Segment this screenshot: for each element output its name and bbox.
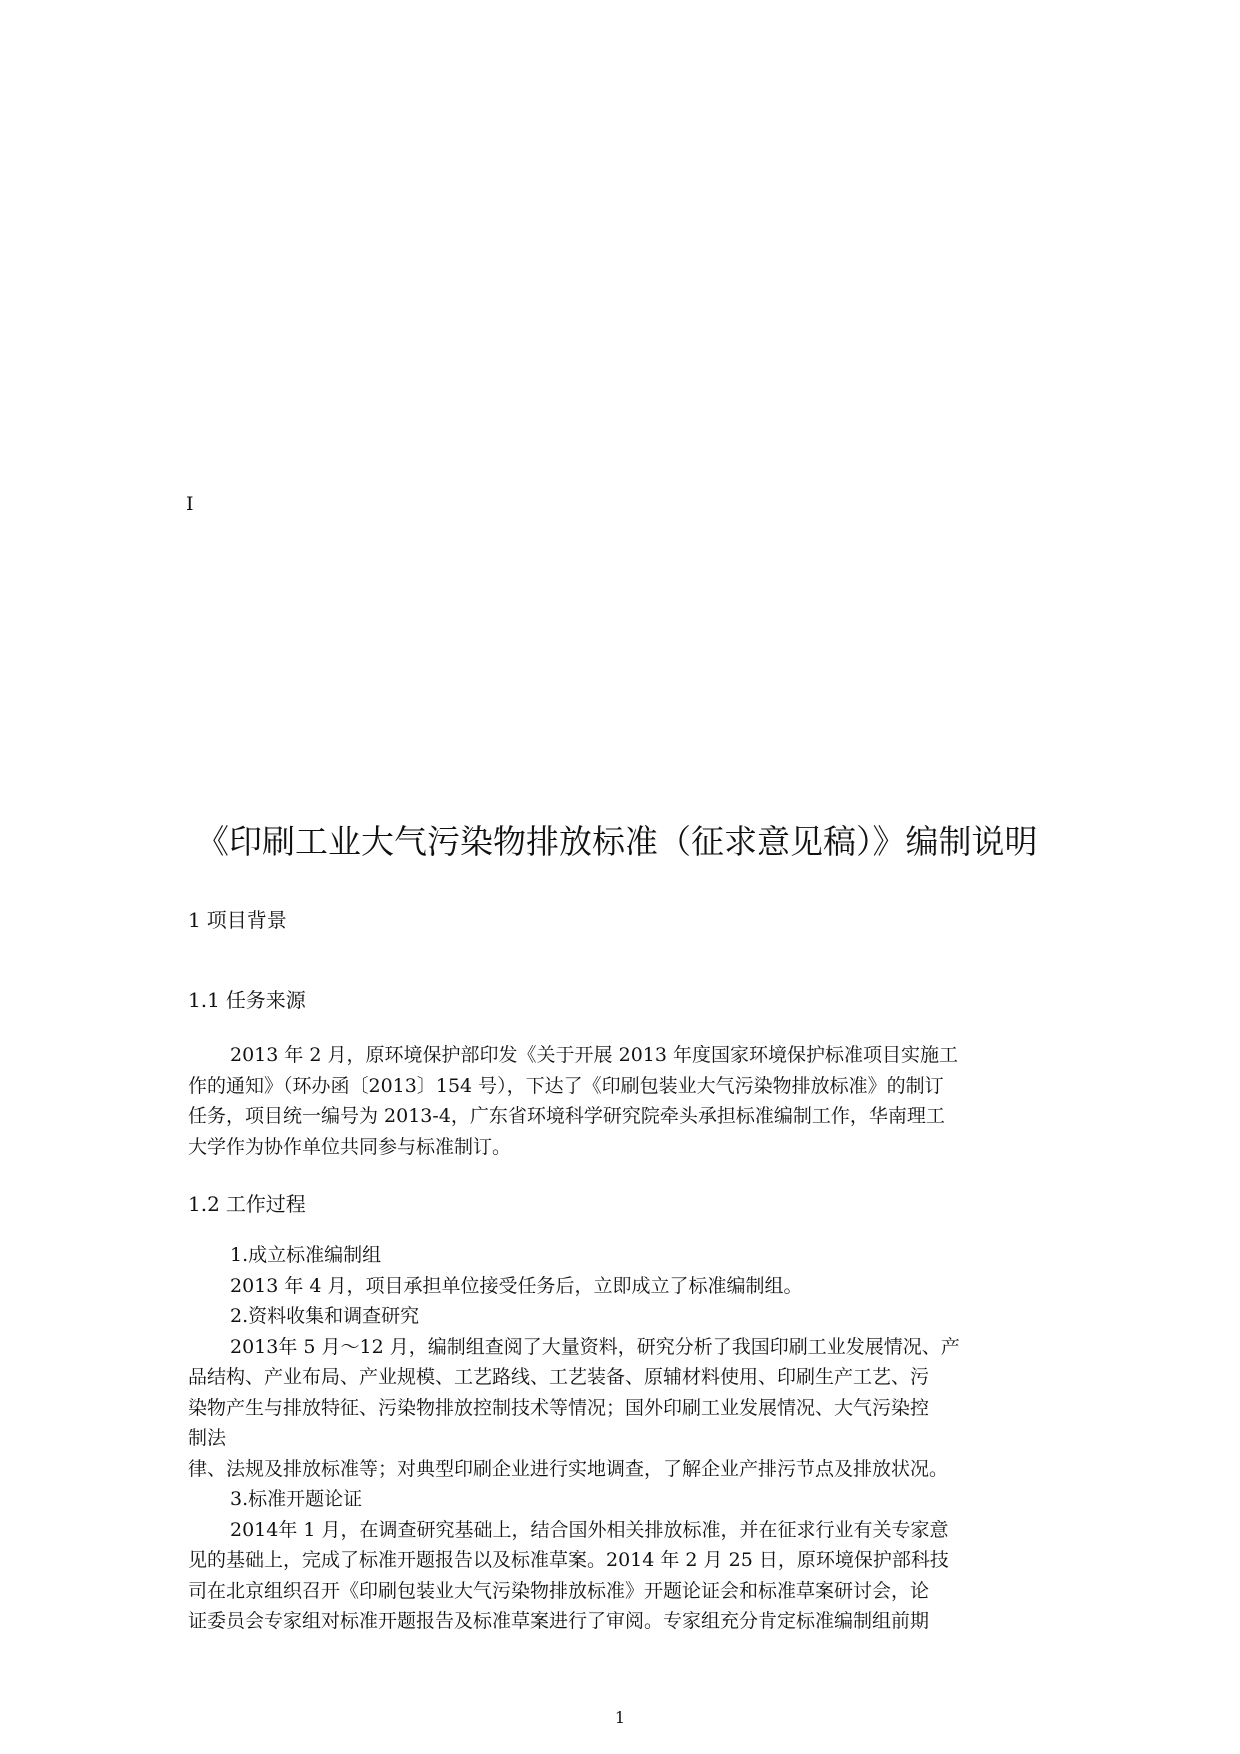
text-line: 染物产生与排放特征、污染物排放控制技术等情况；国外印刷工业发展情况、大气污染控 (188, 1396, 930, 1419)
text-line: 律、法规及排放标准等；对典型印刷企业进行实地调查，了解企业产排污节点及排放状况。 (188, 1457, 949, 1480)
section-number: 1.2 (188, 1192, 220, 1216)
page-number: 1 (614, 1708, 626, 1727)
document-title: 《印刷工业大气污染物排放标准（征求意见稿）》编制说明 (196, 822, 1038, 861)
section-number: 1 (188, 908, 201, 932)
text-line: 制法 (188, 1427, 227, 1449)
text-line: 司在北京组织召开《印刷包装业大气污染物排放标准》开题论证会和标准草案研讨会，论 (188, 1579, 930, 1602)
section-title: 项目背景 (206, 908, 287, 932)
step-heading: 2.资料收集和调查研究 (230, 1305, 420, 1327)
section-heading-1-2 (188, 1190, 306, 1218)
text-line: 2013 年 4 月，项目承担单位接受任务后，立即成立了标准编制组。 (230, 1274, 803, 1297)
section-number: 1.1 (188, 988, 220, 1012)
text-line: 见的基础上，完成了标准开题报告以及标准草案。2014 年 2 月 25 日，原环境保护部科技 (188, 1549, 949, 1571)
text-line: 品结构、产业布局、产业规模、工艺路线、工艺装备、原辅材料使用、印刷生产工艺、污 (188, 1366, 930, 1388)
step-heading: 1.成立标准编制组 (230, 1244, 382, 1266)
section-title: 工作过程 (225, 1192, 306, 1216)
step-heading: 3.标准开题论证 (230, 1488, 363, 1510)
text-line: 证委员会专家组对标准开题报告及标准草案进行了审阅。专家组充分肯定标准编制组前期 (188, 1610, 930, 1632)
text-line: 大学作为协作单位共同参与标准制订。 (188, 1135, 512, 1158)
section-heading-1-1 (188, 986, 306, 1014)
text-line: 2014年 1 月，在调查研究基础上，结合国外相关排放标准，并在征求行业有关专家意 (230, 1518, 949, 1541)
task-source-paragraph (188, 1040, 1048, 1162)
text-line: 2013 年 2 月，原环境保护部印发《关于开展 2013 年度国家环境保护标准项目实施工 (230, 1044, 958, 1066)
roman-page-marker: I (186, 493, 194, 515)
text-line: 任务，项目统一编号为 2013-4，广东省环境科学研究院牵头承担标准编制工作，华南理工 (188, 1105, 945, 1127)
text-line: 2013年 5 月～12 月，编制组查阅了大量资料，研究分析了我国印刷工业发展情况、产 (230, 1335, 960, 1358)
text-line: 作的通知》（环办函〔2013〕154 号），下达了《印刷包装业大气污染物排放标准》的制订 (188, 1074, 944, 1097)
work-process-block (188, 1240, 1048, 1637)
section-heading-1 (188, 906, 287, 934)
section-title: 任务来源 (225, 988, 306, 1012)
